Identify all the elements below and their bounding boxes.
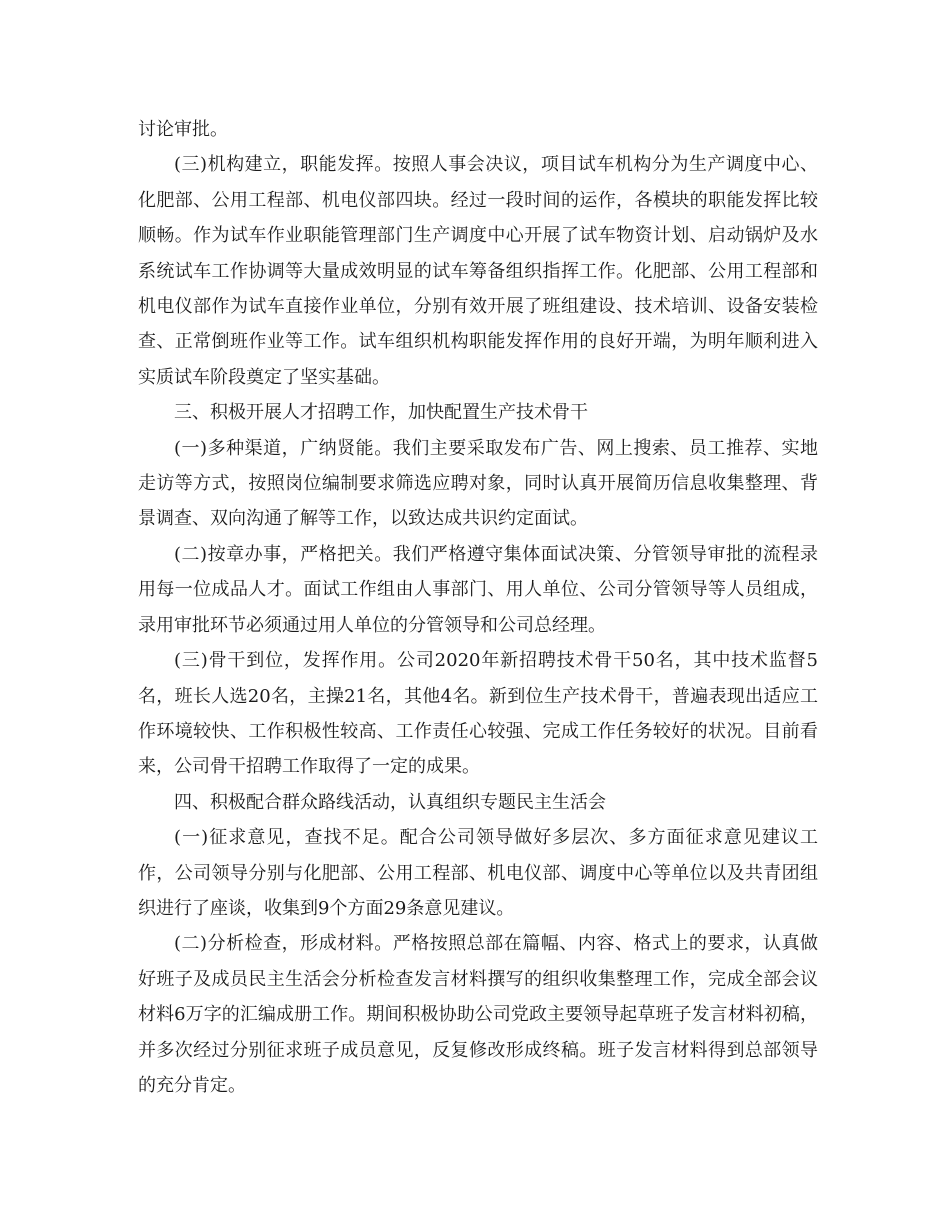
paragraph: (三)骨干到位，发挥作用。公司2020年新招聘技术骨干50名，其中技术监督5名，班长人选20名，主操21名，其他4名。新到位生产技术骨干，普遍表现出适应工作环境较快、工作积极性较高、工作责任心较强、完成工作任务较好的状况。目前看来，公司骨干招聘工作取得了一定的成果。 <box>138 650 818 778</box>
section-heading: 四、积极配合群众路线活动，认真组织专题民主生活会 <box>174 791 606 813</box>
document-body <box>138 112 818 1103</box>
paragraph: (三)机构建立，职能发挥。按照人事会决议，项目试车机构分为生产调度中心、化肥部、公用工程部、机电仪部四块。经过一段时间的运作，各模块的职能发挥比较顺畅。作为试车作业职能管理部门生产调度中心开展了试车物资计划、启动锅炉及水系统试车工作协调等大量成效明显的试车筹备组织指挥工作。化肥部、公用工程部和机电仪部作为试车直接作业单位，分别有效开展了班组建设、技术培训、设备安装检查、正常倒班作业等工作。试车组织机构职能发挥作用的良好开端，为明年顺利进入实质试车阶段奠定了坚实基础。 <box>138 154 818 388</box>
paragraph: (二)按章办事，严格把关。我们严格遵守集体面试决策、分管领导审批的流程录用每一位成品人才。面试工作组由人事部门、用人单位、公司分管领导等人员组成，录用审批环节必须通过用人单位的分管领导和公司总经理。 <box>138 543 818 636</box>
paragraph: (一)征求意见，查找不足。配合公司领导做好多层次、多方面征求意见建议工作，公司领导分别与化肥部、公用工程部、机电仪部、调度中心等单位以及共青团组织进行了座谈，收集到9个方面29条意见建议。 <box>138 827 818 919</box>
section-heading: 三、积极开展人才招聘工作，加快配置生产技术骨干 <box>174 402 588 424</box>
paragraph: (一)多种渠道，广纳贤能。我们主要采取发布广告、网上搜索、员工推荐、实地走访等方式，按照岗位编制要求筛选应聘对象，同时认真开展简历信息收集整理、背景调查、双向沟通了解等工作，以致达成共识约定面试。 <box>138 437 818 530</box>
paragraph: (二)分析检查，形成材料。严格按照总部在篇幅、内容、格式上的要求，认真做好班子及成员民主生活会分析检查发言材料撰写的组织收集整理工作，完成全部会议材料6万字的汇编成册工作。期间积极协助公司党政主要领导起草班子发言材料初稿，并多次经过分别征求班子成员意见，反复修改形成终稿。班子发言材料得到总部领导的充分肯定。 <box>138 933 818 1096</box>
paragraph: 讨论审批。 <box>138 119 228 140</box>
